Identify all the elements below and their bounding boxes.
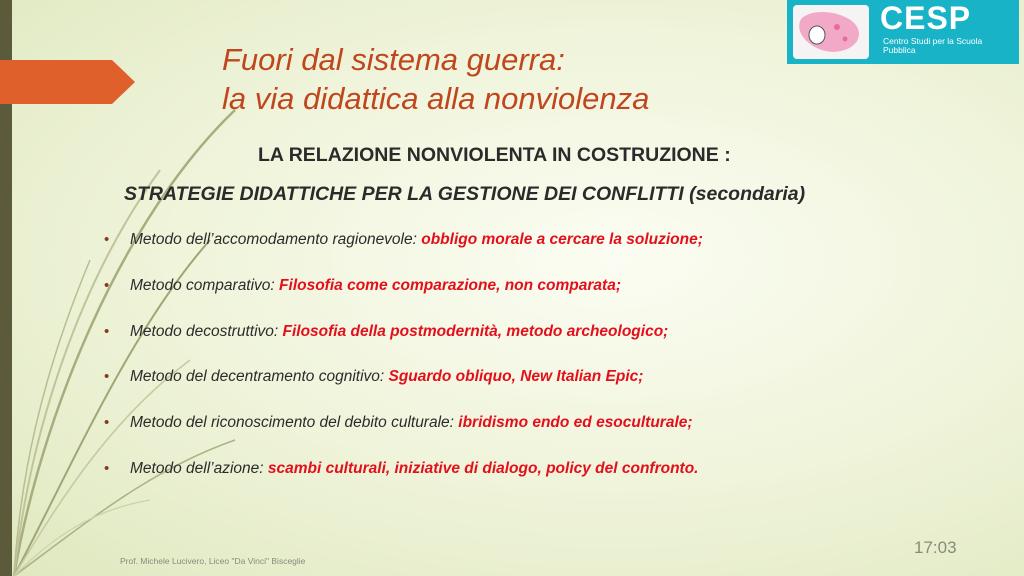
method-description: Filosofia della postmodernità, metodo archeologico; [282,322,669,340]
slide-title [222,40,649,118]
method-description: Filosofia come comparazione, non comparata; [279,276,621,294]
bullet-icon: • [104,276,110,294]
list-item [104,229,703,275]
list-item [104,275,703,321]
subtitle-line1: LA RELAZIONE NONVIOLENTA IN COSTRUZIONE : [258,144,731,166]
method-description: scambi culturali, iniziative di dialogo, policy del confronto. [267,459,699,477]
subtitle-line2: STRATEGIE DIDATTICHE PER LA GESTIONE DEI CONFLITTI (secondaria) [124,183,806,205]
bullet-icon: • [104,414,110,432]
method-label: Metodo dell’azione: [130,459,268,477]
footer-author: Prof. Michele Lucivero, Liceo "Da Vinci" Bisceglie [120,556,306,566]
method-description: Sguardo obliquo, New Italian Epic; [388,368,644,386]
bullet-icon: • [104,459,110,477]
list-item [104,321,703,367]
method-label: Metodo dell’accomodamento ragionevole: [130,231,422,248]
bullet-icon: • [104,231,110,248]
slide-time: 17:03 [914,538,957,557]
cesp-logo [787,0,1019,64]
arrow-decoration [0,60,135,104]
method-label: Metodo comparativo: [130,276,280,294]
method-label: Metodo del riconoscimento del debito culturale: [130,414,459,432]
method-list [104,229,703,504]
method-description: ibridismo endo ed esoculturale; [458,414,693,432]
method-description: obbligo morale a cercare la soluzione; [421,231,703,248]
slide-title-line2: la via didattica alla nonviolenza [222,81,650,116]
list-item [104,412,703,458]
method-label: Metodo del decentramento cognitivo: [130,368,389,386]
map-icon [793,5,869,59]
method-label: Metodo decostruttivo: [130,322,283,340]
logo-title: CESP [880,0,972,36]
logo-subtitle: Centro Studi per la Scuola Pubblica [883,36,983,55]
list-item [104,366,703,412]
bullet-icon: • [104,368,110,386]
slide-title-line1: Fuori dal sistema guerra: [222,42,565,77]
list-item [104,458,703,504]
bullet-icon: • [104,322,110,340]
